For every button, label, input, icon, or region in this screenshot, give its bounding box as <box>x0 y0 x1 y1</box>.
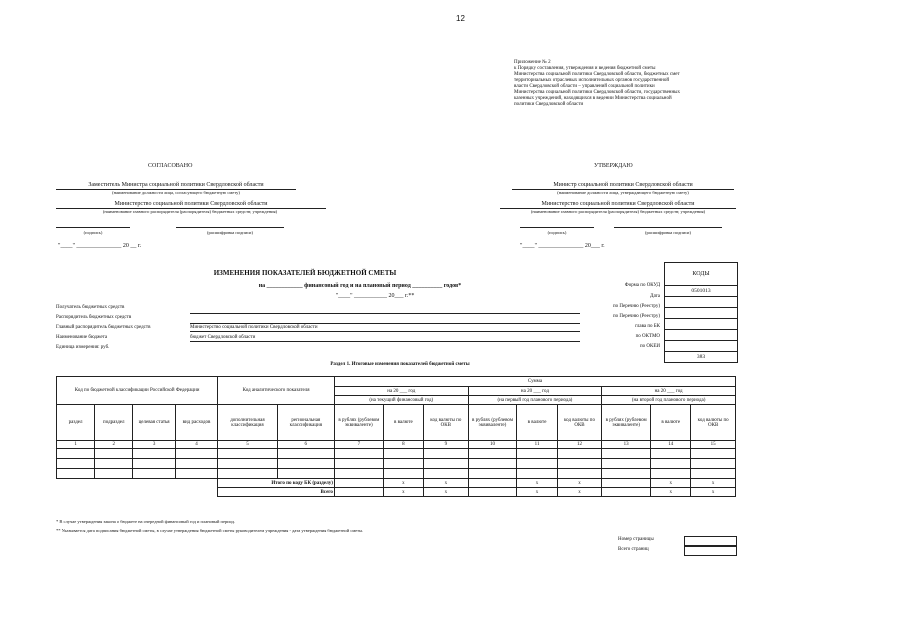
col-y1-cur: в валюте <box>383 405 423 441</box>
agreed-sign-line <box>56 226 130 228</box>
approved-position-hint: (наименование должности лица, утверждающего бюджетную смету) <box>557 190 689 195</box>
appendix-title: Приложение № 2 <box>514 60 551 65</box>
codes-box <box>664 262 738 363</box>
code-registry-2 <box>665 318 737 329</box>
field-line-distributor <box>190 322 580 324</box>
col-section: раздел <box>57 405 95 441</box>
field-label-main-distributor: Главный распорядитель бюджетных средств <box>56 325 151 330</box>
num-cell: 4 <box>175 441 217 449</box>
field-label-recipient: Получатель бюджетных средств <box>56 305 125 310</box>
page-number: 12 <box>456 14 465 23</box>
col-y2-okv: код валюты по ОКВ <box>557 405 602 441</box>
num-cell: 3 <box>133 441 175 449</box>
total-row <box>57 488 736 497</box>
code-oktmo <box>665 340 737 351</box>
code-date <box>665 296 737 307</box>
code-bk-chapter <box>665 329 737 340</box>
year3-sub: (на второй год планового периода) <box>602 396 736 405</box>
total-label: Всего <box>218 488 335 497</box>
num-cell: 14 <box>651 441 691 449</box>
agreed-org-hint: (наименование главного распорядителя (распорядителя) бюджетных средств; учреждения) <box>102 209 278 214</box>
num-cell: 6 <box>277 441 334 449</box>
agreed-position: Заместитель Министра социальной политики Свердловской области <box>56 181 296 190</box>
approved-position: Министр социальной политики Свердловской области <box>512 181 734 190</box>
col-y3-cur: в валюте <box>651 405 691 441</box>
col-y1-okv: код валюты по ОКВ <box>424 405 469 441</box>
x-mark: x <box>557 479 602 488</box>
agreed-decode-line <box>176 226 284 228</box>
col-y3-okv: код валюты по ОКВ <box>691 405 736 441</box>
field-value-main-distributor: Министерство социальной политики Свердловской области <box>190 325 580 332</box>
analytic-header: Код аналитического показателя <box>218 377 335 405</box>
table-row <box>57 469 736 479</box>
doc-date: "____" ___________ 20___ г.** <box>335 293 415 299</box>
codes-header: КОДЫ <box>692 271 710 277</box>
num-cell: 11 <box>517 441 557 449</box>
page-number-label: Номер страницы <box>618 537 654 542</box>
field-label-budget: Наименование бюджета <box>56 335 108 340</box>
appendix-line: власти Свердловской области – управлений социальной политики <box>514 84 655 89</box>
total-bk-row <box>57 479 736 488</box>
agreed-date: "____" _______________ 20 __ г. <box>58 243 142 249</box>
table-row <box>57 459 736 469</box>
agreed-position-hint: (наименование должности лица, согласующего бюджетную смету) <box>112 190 240 195</box>
appendix-line: Министерства социальной политики Свердловской области, государственных <box>514 90 681 95</box>
approved-decode-line <box>614 226 722 228</box>
appendix-line: казенных учреждений, находящихся в ведении Министерства социальной <box>514 96 672 101</box>
year1-sub: (на текущий финансовый год) <box>334 396 468 405</box>
approved-org: Министерство социальной политики Свердловской области <box>500 200 736 209</box>
col-expense-type: вид расходов <box>175 405 217 441</box>
doc-subtitle: на ____________ финансовый год и на плановый период __________ годов* <box>258 283 462 289</box>
agreed-decode-hint: (расшифровка подписи) <box>207 230 253 235</box>
num-cell: 7 <box>334 441 383 449</box>
footnote-2: ** Указывается дата подписания бюджетной сметы, в случае утверждения бюджетной сметы руководителем учреждения - дата утверждения бюджетной сметы. <box>56 528 364 533</box>
approved-decode-hint: (расшифровка подписи) <box>645 230 691 235</box>
appendix-line: Министерства социальной политики Свердловской области, бюджетных смет <box>514 72 680 77</box>
num-cell: 12 <box>557 441 602 449</box>
num-cell: 8 <box>383 441 423 449</box>
col-y1-rub: в рублях (рублевом эквиваленте) <box>334 405 383 441</box>
field-label-unit: Единица измерения: руб. <box>56 345 110 350</box>
bk-header: Код по бюджетной классификации Российской Федерации <box>57 377 218 405</box>
appendix-line: политики Свердловской области <box>514 102 584 107</box>
x-mark: x <box>651 479 691 488</box>
total-pages-label: Всего страниц <box>618 547 649 552</box>
col-y3-rub: в рублях (рублевом эквиваленте) <box>602 405 651 441</box>
appendix-line: территориальных отраслевых исполнительных органов государственной <box>514 78 670 83</box>
budget-table <box>56 376 736 497</box>
date-label: Дата <box>650 294 660 299</box>
appendix-block <box>514 60 744 108</box>
field-value-budget: бюджет Свердловской области <box>190 335 580 342</box>
sum-header: Сумма <box>334 377 735 387</box>
num-cell: 9 <box>424 441 469 449</box>
appendix-line: к Порядку составления, утверждения и ведения бюджетной сметы <box>514 66 656 71</box>
x-mark: x <box>424 479 469 488</box>
x-mark: x <box>383 479 423 488</box>
year1-title: на 20 ___ год <box>334 387 468 396</box>
num-cell: 10 <box>468 441 517 449</box>
x-mark: x <box>424 488 469 497</box>
total-bk-label: Итого по коду БК (разделу) <box>218 479 335 488</box>
section-title: Раздел 1. Итоговые изменения показателей бюджетной сметы <box>330 362 470 367</box>
year2-title: на 20 ___ год <box>468 387 602 396</box>
col-target: целевая статья <box>133 405 175 441</box>
code-registry-1 <box>665 307 737 318</box>
year3-title: на 20 ___ год <box>602 387 736 396</box>
agreed-sign-hint: (подпись) <box>83 230 103 235</box>
x-mark: x <box>557 488 602 497</box>
col-regional: региональная классификация <box>277 405 334 441</box>
num-cell: 13 <box>602 441 651 449</box>
field-label-distributor: Распорядитель бюджетных средств <box>56 315 132 320</box>
registry-label-1: по Перечню (Реестру) <box>612 304 660 309</box>
code-okud: 0501013 <box>665 285 737 296</box>
registry-label-2: по Перечню (Реестру) <box>612 314 660 319</box>
x-mark: x <box>691 488 736 497</box>
x-mark: x <box>383 488 423 497</box>
approved-org-hint: (наименование главного распорядителя (распорядителя) бюджетных средств; учреждения) <box>530 209 706 214</box>
num-cell: 5 <box>218 441 277 449</box>
field-line-recipient <box>190 312 580 314</box>
x-mark: x <box>517 479 557 488</box>
doc-title: ИЗМЕНЕНИЯ ПОКАЗАТЕЛЕЙ БЮДЖЕТНОЙ СМЕТЫ <box>213 269 397 277</box>
table-row <box>57 449 736 459</box>
footnote-1: * В случае утверждения закона о бюджете на очередной финансовый год и плановый период. <box>56 519 236 524</box>
approved-heading: УТВЕРЖДАЮ <box>594 163 633 169</box>
agreed-heading: СОГЛАСОВАНО <box>148 163 193 169</box>
col-y2-rub: в рублях (рублевом эквиваленте) <box>468 405 517 441</box>
col-additional: дополнительная классификация <box>218 405 277 441</box>
total-pages-box[interactable] <box>684 546 737 556</box>
num-cell: 2 <box>95 441 133 449</box>
year2-sub: (на первый год планового периода) <box>468 396 602 405</box>
num-cell: 1 <box>57 441 95 449</box>
approved-sign-hint: (подпись) <box>547 230 567 235</box>
col-y2-cur: в валюте <box>517 405 557 441</box>
agreed-org: Министерство социальной политики Свердловской области <box>56 200 326 209</box>
okud-label: Форма по ОКУД <box>624 283 660 288</box>
x-mark: x <box>651 488 691 497</box>
x-mark: x <box>517 488 557 497</box>
bk-chapter-label: глава по БК <box>635 324 660 329</box>
col-subsection: подраздел <box>95 405 133 441</box>
approved-sign-line <box>520 226 594 228</box>
oktmo-label: по ОКТМО <box>635 334 660 339</box>
page-number-box[interactable] <box>684 536 737 546</box>
okei-label: по ОКЕИ <box>639 344 660 349</box>
x-mark: x <box>691 479 736 488</box>
code-okei: 383 <box>665 351 737 362</box>
approved-date: "____" _______________ 20___ г. <box>520 243 605 249</box>
num-cell: 15 <box>691 441 736 449</box>
